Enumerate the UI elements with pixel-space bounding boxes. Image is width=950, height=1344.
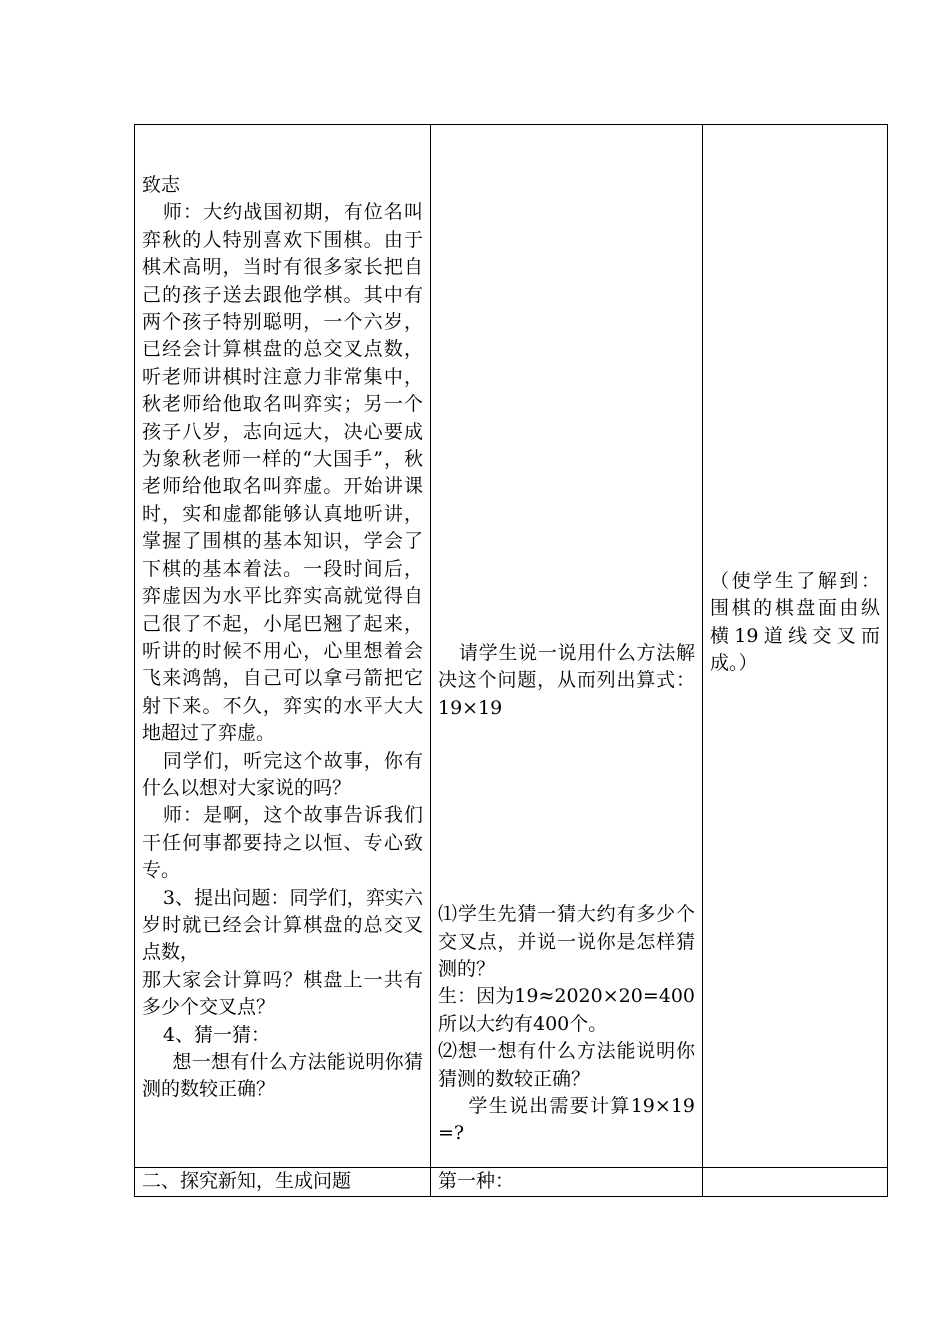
text-line: 致志 — [142, 174, 181, 196]
lesson-plan-table — [134, 124, 888, 1197]
problem-question: 那大家会计算吗？棋盘上一共有多少个交叉点？ — [142, 968, 423, 1019]
think-step: ⑵想一想有什么方法能说明你猜测的数较正确？ — [438, 1040, 695, 1090]
problem-statement: 3、提出问题：同学们，弈实六岁时就已经会计算棋盘的总交叉点数， — [142, 886, 423, 964]
table-row — [135, 1168, 888, 1197]
question-paragraph: 同学们，听完这个故事，你有什么以想对大家说的吗？ — [142, 749, 423, 799]
guess-question: 想一想有什么方法能说明你猜测的数较正确？ — [142, 1051, 423, 1101]
student-activity-cell — [431, 125, 703, 1168]
design-note: （使学生了解到：围棋的棋盘面由纵横19道线交叉而成。） — [710, 570, 880, 675]
teacher-summary: 师：是啊，这个故事告诉我们干任何事都要持之以恒、专心致专。 — [142, 804, 423, 882]
story-paragraph: 师：大约战国初期，有位名叫弈秋的人特别喜欢下围棋。由于棋术高明，当时有很多家长把自己的孩子送去跟他学棋。其中有两个孩子特别聪明，一个六岁，已经会计算棋盘的总交叉点数，听老师讲棋时注意力非常集中，秋老师给他取名叫弈实；另一个孩子八岁，志向远大，决心要成为象秋老师一样的“大国手”，秋老师给他取名叫弈虚。开始讲课时，实和虚都能够认真地听讲，掌握了围棋的基本知识，学会了下棋的基本着法。一段时间后，弈虚因为水平比弈实高就觉得自己很了不起，小尾巴翘了起来，听讲的时候不用心，心里想着会飞来鸿鹄，自己可以拿弓箭把它射下来。不久，弈实的水平大大地超过了弈虚。 — [142, 201, 423, 745]
section-heading-cell: 二、探究新知，生成问题 — [135, 1168, 431, 1197]
table-row — [135, 125, 888, 1168]
method-heading-cell: 第一种： — [431, 1168, 703, 1197]
design-intent-cell — [703, 125, 888, 1168]
method-prompt: 请学生说一说用什么方法解决这个问题，从而列出算式：19×19 — [438, 642, 695, 719]
guess-heading: 4、猜一猜： — [162, 1023, 270, 1046]
empty-cell — [703, 1168, 888, 1197]
student-says: 学生说出需要计算19×19=? — [438, 1095, 695, 1145]
teacher-activity-cell — [135, 125, 431, 1168]
guess-step: ⑴学生先猜一猜大约有多少个交叉点，并说一说你是怎样猜测的？ — [438, 903, 695, 981]
student-answer: 生：因为19≈2020×20=400所以大约有400个。 — [438, 985, 695, 1035]
